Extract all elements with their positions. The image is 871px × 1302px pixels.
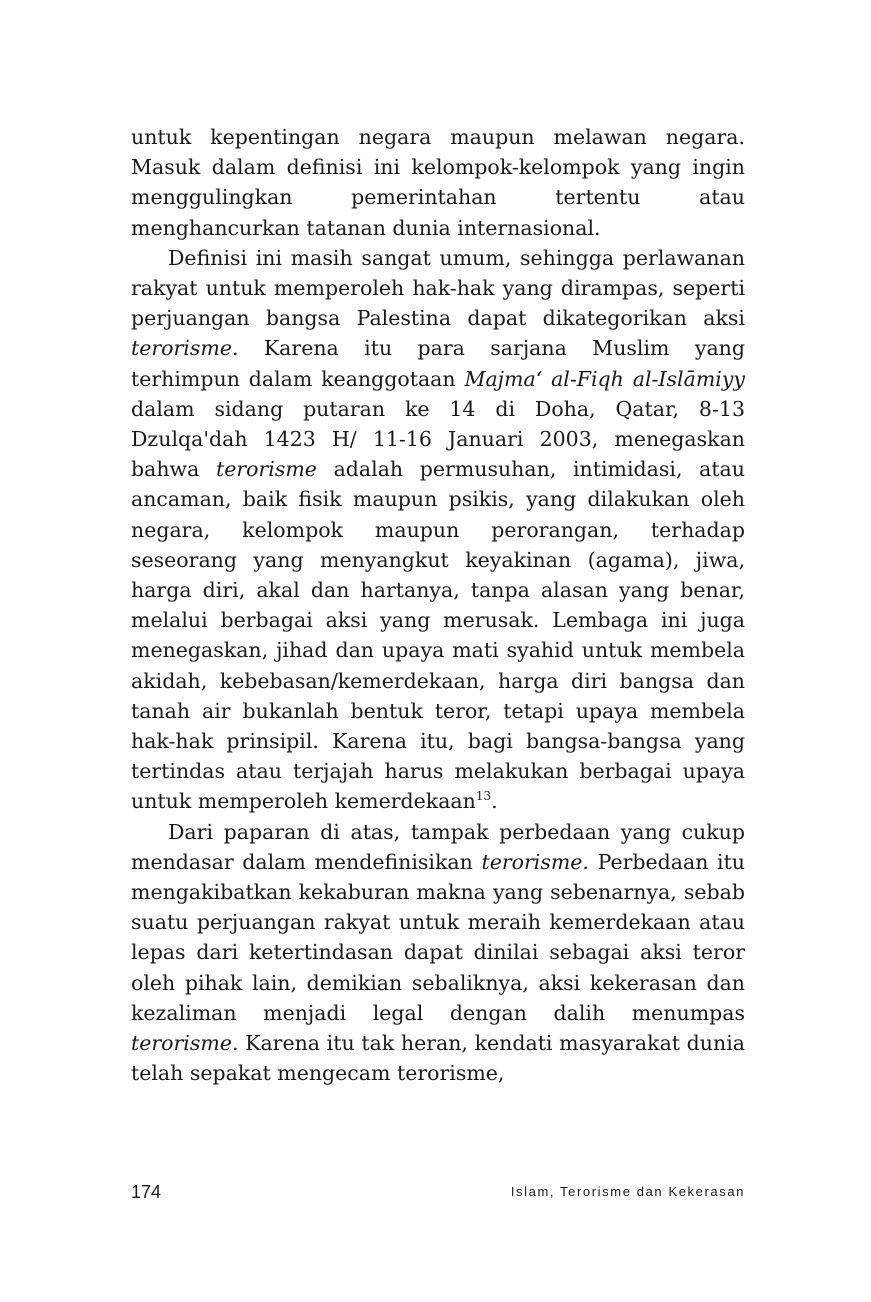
footnote-reference: 13 bbox=[475, 789, 492, 804]
italic-term: terorisme. bbox=[481, 849, 589, 874]
text-run: Definisi ini masih sangat umum, sehingga perlawanan rakyat untuk memperoleh hak-hak yang dirampas, seperti perjuangan bangsa Palestina dapat dikategorikan aksi bbox=[131, 245, 745, 331]
paragraph-definition bbox=[131, 243, 745, 817]
body-text bbox=[131, 122, 745, 1089]
italic-term: terorisme bbox=[215, 457, 317, 482]
paragraph-text: untuk kepentingan negara maupun melawan negara. Masuk dalam definisi ini kelompok-kelompok yang ingin menggulingkan pemerintahan tertentu atau menghancurkan tatanan dunia internasional. bbox=[131, 125, 745, 240]
text-run: dalam sidang putaran ke 14 di Doha, Qatar, 8-13 Dzulqa'dah 1423 H/ 11-16 Januari 2003, menegaskan bahwa bbox=[131, 396, 745, 482]
text-run: . bbox=[491, 789, 498, 814]
italic-organization-name: Majma‘ al-Fiqh al-Islāmiyy bbox=[464, 366, 745, 391]
paragraph-continuation bbox=[131, 122, 745, 243]
italic-term: terorisme. bbox=[131, 336, 239, 361]
italic-term: terorisme. bbox=[131, 1031, 239, 1056]
running-title: Islam, Terorisme dan Kekerasan bbox=[510, 1184, 745, 1199]
text-run: Perbedaan itu mengakibatkan kekaburan makna yang sebenarnya, sebab suatu perjuangan rakyat untuk meraih kemerdekaan atau lepas dari ketertindasan dapat dinilai sebagai aksi teror oleh pihak lain, demikian sebaliknya, aksi kekerasan dan kezaliman menjadi legal dengan dalih menumpas bbox=[131, 849, 746, 1025]
text-run: adalah permusuhan, intimidasi, atau ancaman, baik fisik maupun psikis, yang dilakukan oleh negara, kelompok maupun perorangan, terhadap seseorang yang menyangkut keyakinan (agama), jiwa, harga diri, akal dan hartanya, tanpa alasan yang benar, melalui berbagai aksi yang merusak. Lembaga ini juga menegaskan, jihad dan upaya mati syahid untuk membela akidah, kebebasan/kemerdekaan, harga diri bangsa dan tanah air bukanlah bentuk teror, tetapi upaya membela hak-hak prinsipil. Karena itu, bagi bangsa-bangsa yang tertindas atau terjajah harus melakukan berbagai upaya untuk memperoleh kemerdekaan bbox=[131, 457, 745, 814]
page-footer bbox=[131, 1180, 745, 1210]
paragraph-analysis bbox=[131, 817, 745, 1089]
page-number: 174 bbox=[131, 1182, 162, 1202]
text-run: Karena itu para sarjana Muslim yang terhimpun dalam keanggotaan bbox=[131, 336, 745, 391]
text-run: Dari paparan di atas, tampak perbedaan yang cukup mendasar dalam mendefinisikan bbox=[131, 819, 745, 874]
text-run: Karena itu tak heran, kendati masyarakat dunia telah sepakat mengecam terorisme, bbox=[131, 1031, 745, 1086]
